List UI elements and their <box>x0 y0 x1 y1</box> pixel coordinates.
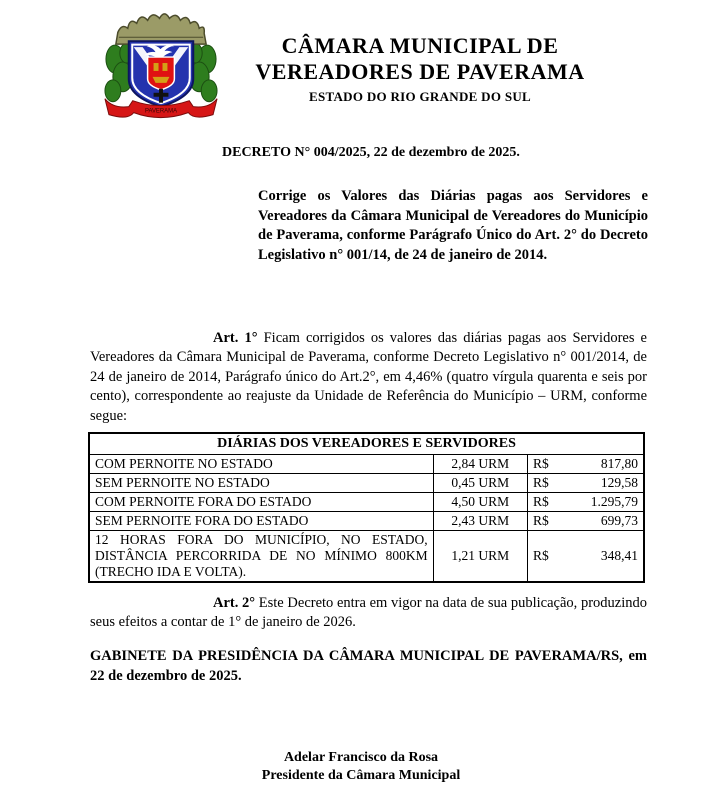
urm-cell: 2,43 URM <box>433 512 527 531</box>
amount-cell <box>527 455 644 474</box>
crest-ribbon-text: PAVERAMA <box>144 108 178 115</box>
service-cell: 12 HORAS FORA DO MUNICÍPIO, NO ESTADO, DISTÂNCIA PERCORRIDA DE NO MÍNIMO 800KM (TRECHO IDA E VOLTA). <box>89 531 433 583</box>
currency-symbol: R$ <box>532 456 549 471</box>
urm-cell: 0,45 URM <box>433 474 527 493</box>
service-cell: SEM PERNOITE FORA DO ESTADO <box>89 512 433 531</box>
table-title: DIÁRIAS DOS VEREADORES E SERVIDORES <box>89 433 644 455</box>
municipal-crest <box>99 7 223 123</box>
decree-heading: DECRETO N° 004/2025, 22 de dezembro de 2025. <box>222 145 520 160</box>
urm-cell: 1,21 URM <box>433 531 527 583</box>
currency-symbol: R$ <box>532 475 549 490</box>
service-cell: SEM PERNOITE NO ESTADO <box>89 474 433 493</box>
amount-value: 348,41 <box>600 548 638 563</box>
currency-symbol: R$ <box>532 548 549 563</box>
table-row <box>89 493 644 512</box>
closing-statement: GABINETE DA PRESIDÊNCIA DA CÂMARA MUNICIPAL DE PAVERAMA/RS, em 22 de dezembro de 2025. <box>90 648 647 684</box>
masthead <box>228 33 612 104</box>
article-2-label: Art. 2° <box>213 594 256 611</box>
signature-block <box>0 749 722 785</box>
article-2-text: Este Decreto entra em vigor na data de sua publicação, produzindo seus efeitos a contar de 1° de janeiro de 2026. <box>90 594 647 630</box>
municipal-crest-icon <box>99 7 223 123</box>
service-cell: COM PERNOITE FORA DO ESTADO <box>89 493 433 512</box>
currency-symbol: R$ <box>532 494 549 509</box>
currency-symbol: R$ <box>532 513 549 528</box>
amount-cell <box>527 493 644 512</box>
service-cell: COM PERNOITE NO ESTADO <box>89 455 433 474</box>
urm-cell: 2,84 URM <box>433 455 527 474</box>
amount-cell <box>527 474 644 493</box>
amount-value: 817,80 <box>600 456 638 471</box>
table-row <box>89 531 644 583</box>
table-row <box>89 512 644 531</box>
per-diem-table <box>88 432 645 583</box>
article-1 <box>90 329 647 427</box>
article-1-label: Art. 1° <box>213 329 258 346</box>
amount-value: 1.295,79 <box>590 494 638 509</box>
article-2 <box>90 594 647 633</box>
decree-summary: Corrige os Valores das Diárias pagas aos Servidores e Vereadores da Câmara Municipal de Vereadores do Município de Paverama, conforme Parágrafo Único do Art. 2° do Decreto Legislativo n° 001/14, de 24 de janeiro de 2014. <box>258 188 648 263</box>
table-header-row <box>89 433 644 455</box>
table-row <box>89 474 644 493</box>
amount-cell <box>527 531 644 583</box>
signer-role: Presidente da Câmara Municipal <box>261 768 461 783</box>
org-title-line2: VEREADORES DE PAVERAMA <box>255 59 585 84</box>
org-title-line1: CÂMARA MUNICIPAL DE <box>281 33 559 58</box>
amount-value: 129,58 <box>600 475 638 490</box>
org-subtitle: ESTADO DO RIO GRANDE DO SUL <box>308 89 532 104</box>
amount-cell <box>527 512 644 531</box>
article-1-text: Ficam corrigidos os valores das diárias pagas aos Servidores e Vereadores da Câmara Municipal de Paverama, conforme Decreto Legislativo n° 001/2014, de 24 de janeiro de 2014, Parágrafo único do Art.2°, em 4,46% (quatro vírgula quarenta e seis por cento), correspondente ao reajuste da Unidade de Referência do Município – URM, conforme segue: <box>90 329 647 424</box>
urm-cell: 4,50 URM <box>433 493 527 512</box>
signer-name: Adelar Francisco da Rosa <box>283 750 439 765</box>
table-row <box>89 455 644 474</box>
amount-value: 699,73 <box>600 513 638 528</box>
